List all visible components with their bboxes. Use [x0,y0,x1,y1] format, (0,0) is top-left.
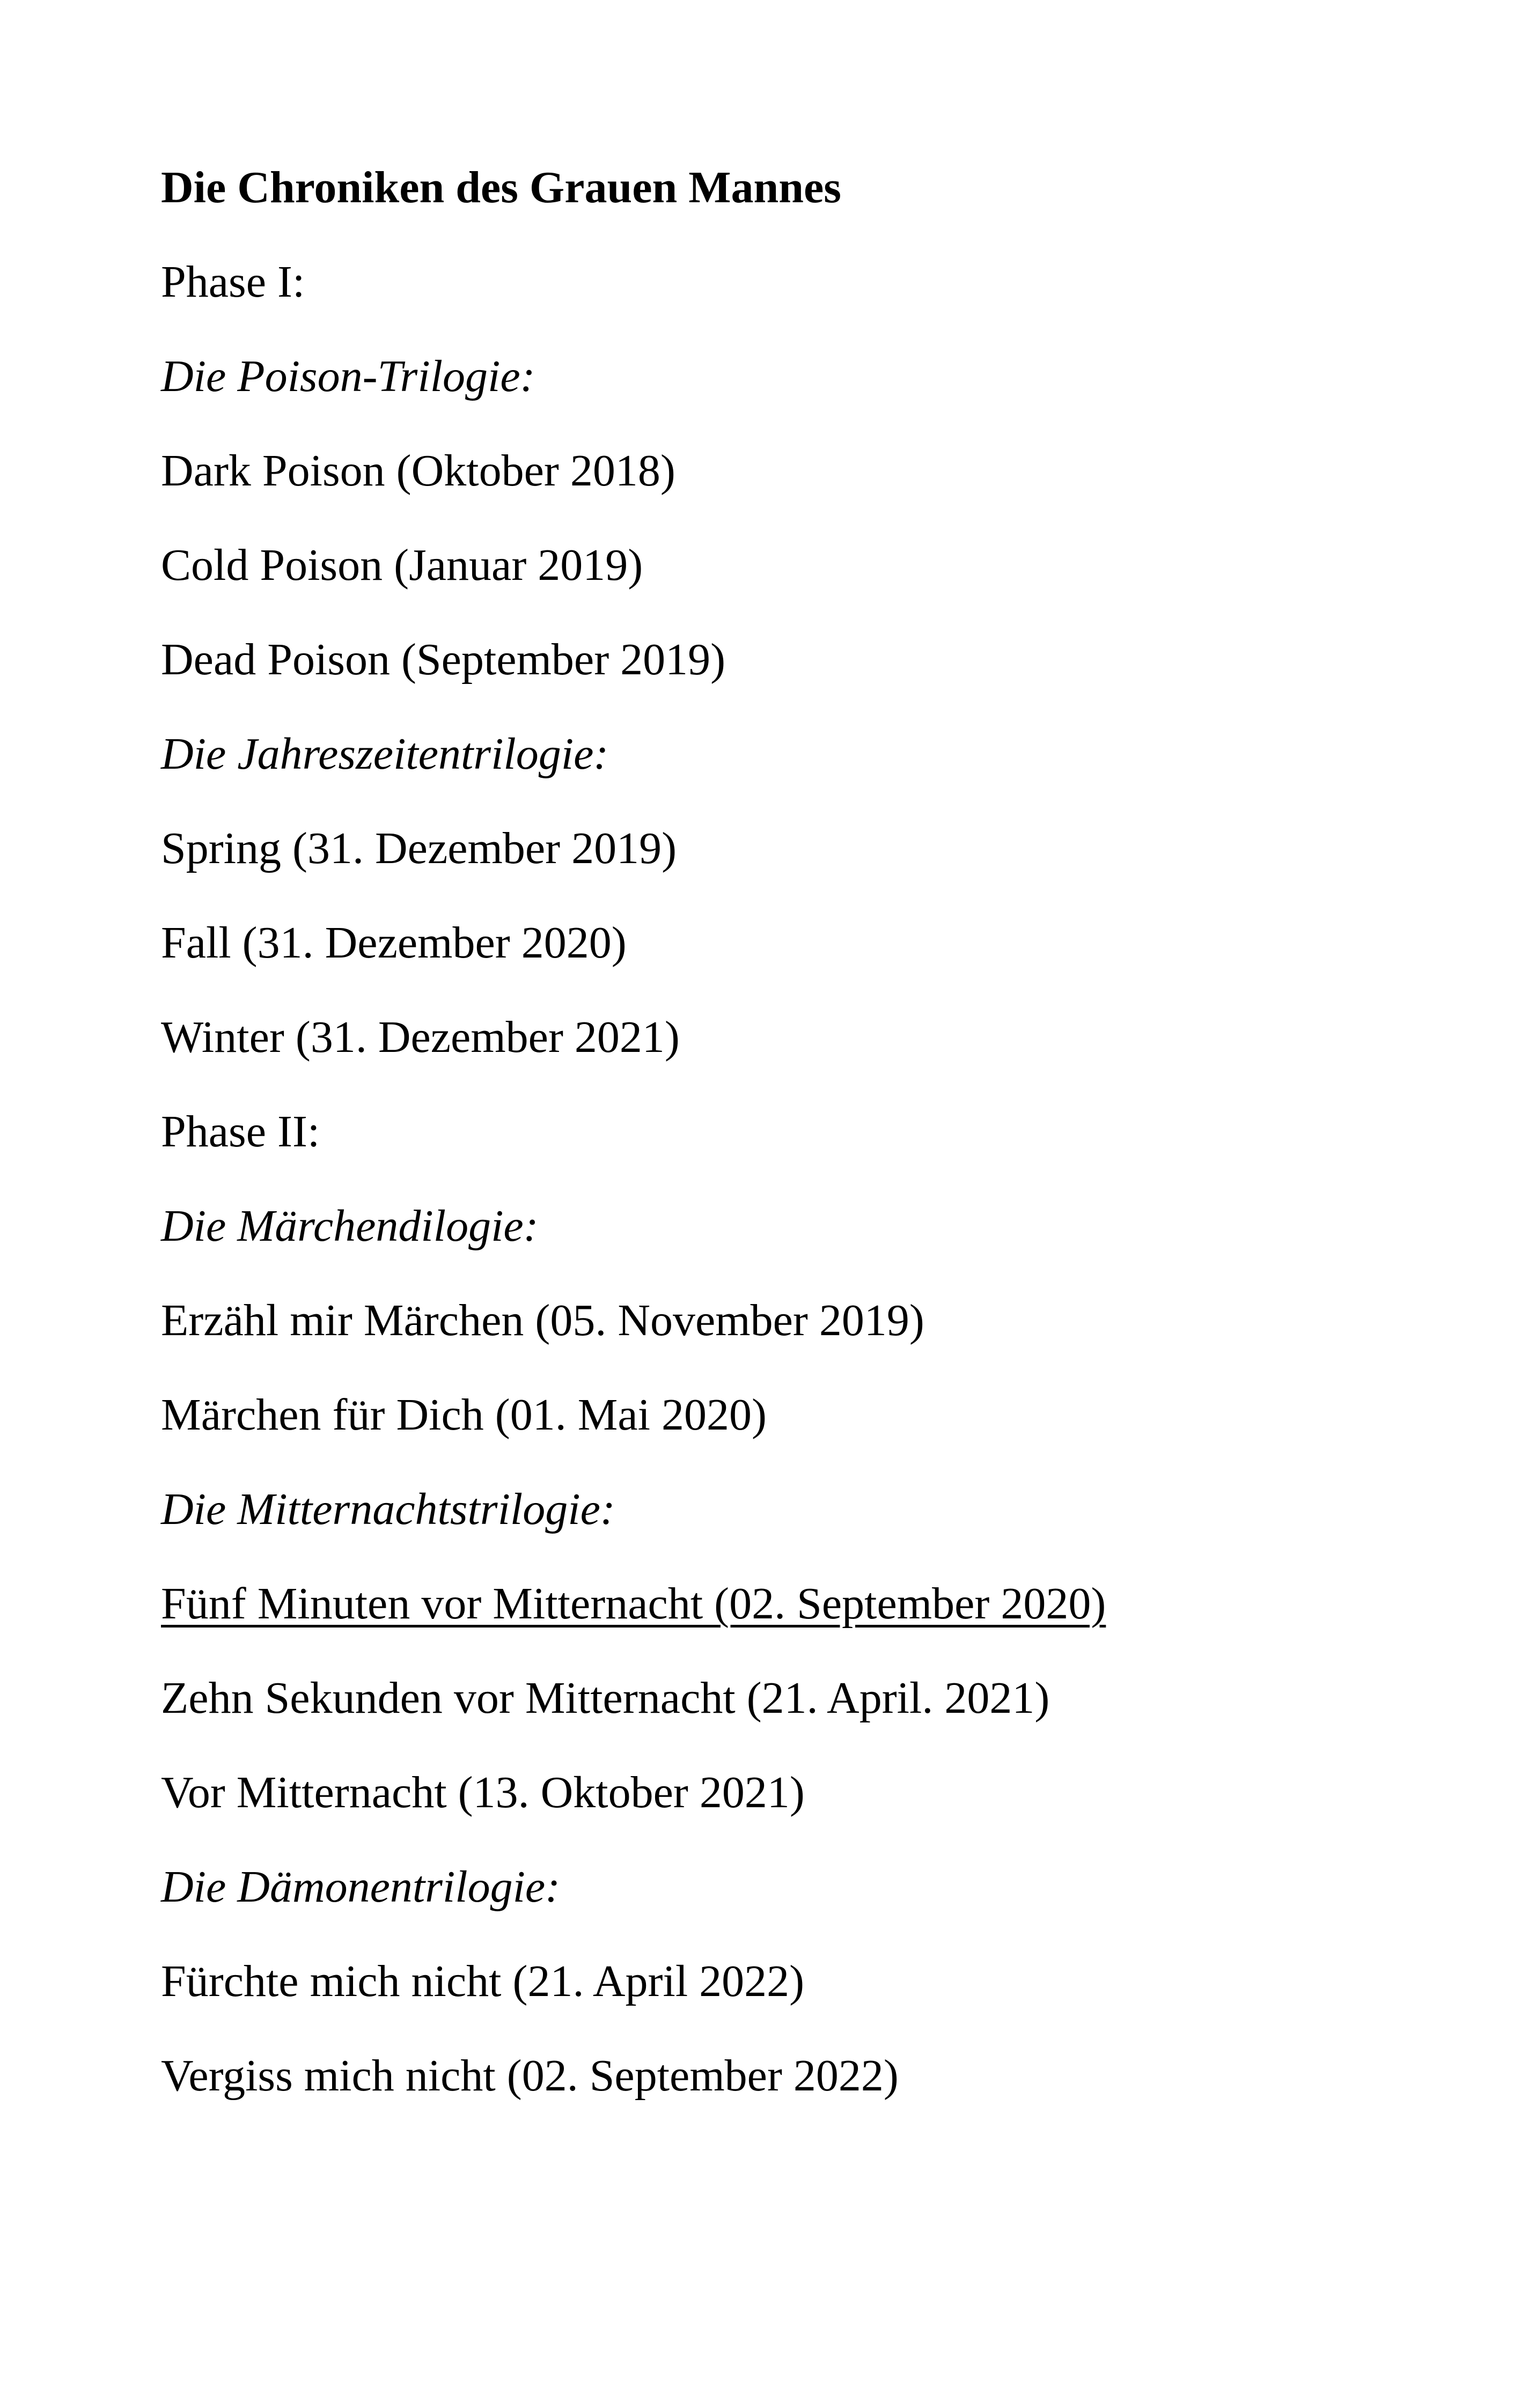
series-heading: Die Märchendilogie: [161,1201,539,1251]
book-entry: Fürchte mich nicht (21. April 2022) [161,1956,805,2006]
book-entry: Vergiss mich nicht (02. September 2022) [161,2051,899,2101]
book-entry: Dark Poison (Oktober 2018) [161,446,675,496]
book-entry: Erzähl mir Märchen (05. November 2019) [161,1295,924,1345]
series-heading: Die Poison-Trilogie: [161,351,535,401]
book-entry: Zehn Sekunden vor Mitternacht (21. April. 2021) [161,1673,1050,1723]
book-entry: Winter (31. Dezember 2021) [161,1012,680,1062]
book-entry: Märchen für Dich (01. Mai 2020) [161,1390,767,1440]
series-heading: Die Jahreszeitentrilogie: [161,729,609,779]
book-entry-underlined: Fünf Minuten vor Mitternacht (02. September 2020) [161,1579,1106,1629]
series-heading: Die Mitternachtstrilogie: [161,1484,615,1534]
book-entry: Dead Poison (September 2019) [161,635,726,684]
series-heading: Die Dämonentrilogie: [161,1862,561,1912]
phase-heading: Phase II: [161,1107,320,1157]
document-title: Die Chroniken des Grauen Mannes [161,163,841,212]
phase-heading: Phase I: [161,257,305,307]
book-entry: Cold Poison (Januar 2019) [161,540,643,590]
book-entry: Spring (31. Dezember 2019) [161,823,677,873]
book-entry: Fall (31. Dezember 2020) [161,918,627,968]
book-entry: Vor Mitternacht (13. Oktober 2021) [161,1768,805,1817]
